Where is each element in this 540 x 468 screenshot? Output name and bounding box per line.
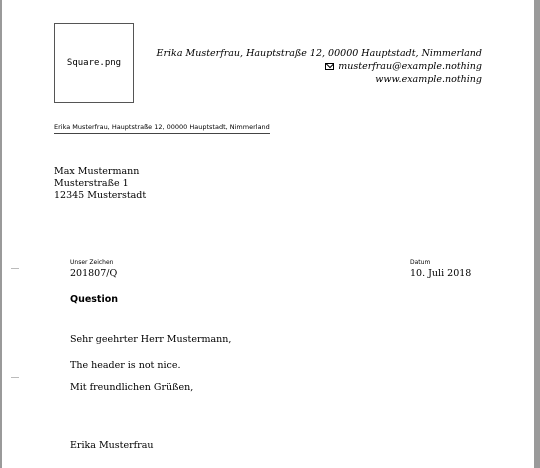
letter-page xyxy=(2,0,534,468)
letter-opening: Sehr geehrter Herr Mustermann, xyxy=(70,334,232,345)
date-value: 10. Juli 2018 xyxy=(410,268,472,279)
letter-body: The header is not nice. xyxy=(70,360,181,371)
sender-header xyxy=(157,47,482,86)
fold-mark-middle xyxy=(11,377,19,378)
sender-email-line xyxy=(157,60,482,73)
recipient-city: 12345 Musterstadt xyxy=(54,190,147,201)
sender-name-address: Erika Musterfrau, Hauptstraße 12, 00000 Hauptstadt, Nimmerland xyxy=(156,48,482,59)
logo-placeholder xyxy=(54,23,134,103)
reference-label: Unser Zeichen xyxy=(70,259,114,266)
sender-website: www.example.nothing xyxy=(375,74,482,85)
envelope-icon xyxy=(325,63,334,70)
recipient-name: Max Mustermann xyxy=(54,166,140,177)
letter-signature: Erika Musterfrau xyxy=(70,440,154,451)
logo-filename: Square.png xyxy=(66,58,122,68)
recipient-street: Musterstraße 1 xyxy=(54,178,129,189)
letter-subject: Question xyxy=(70,294,119,305)
sender-email: musterfrau@example.nothing xyxy=(338,61,482,72)
date-label: Datum xyxy=(410,259,431,266)
letter-closing: Mit freundlichen Grüßen, xyxy=(70,382,194,393)
back-address: Erika Musterfrau, Hauptstraße 12, 00000 Hauptstadt, Nimmerland xyxy=(54,123,270,134)
recipient-address xyxy=(54,166,146,202)
fold-mark-top xyxy=(11,268,19,269)
reference-value: 201807/Q xyxy=(70,268,118,279)
